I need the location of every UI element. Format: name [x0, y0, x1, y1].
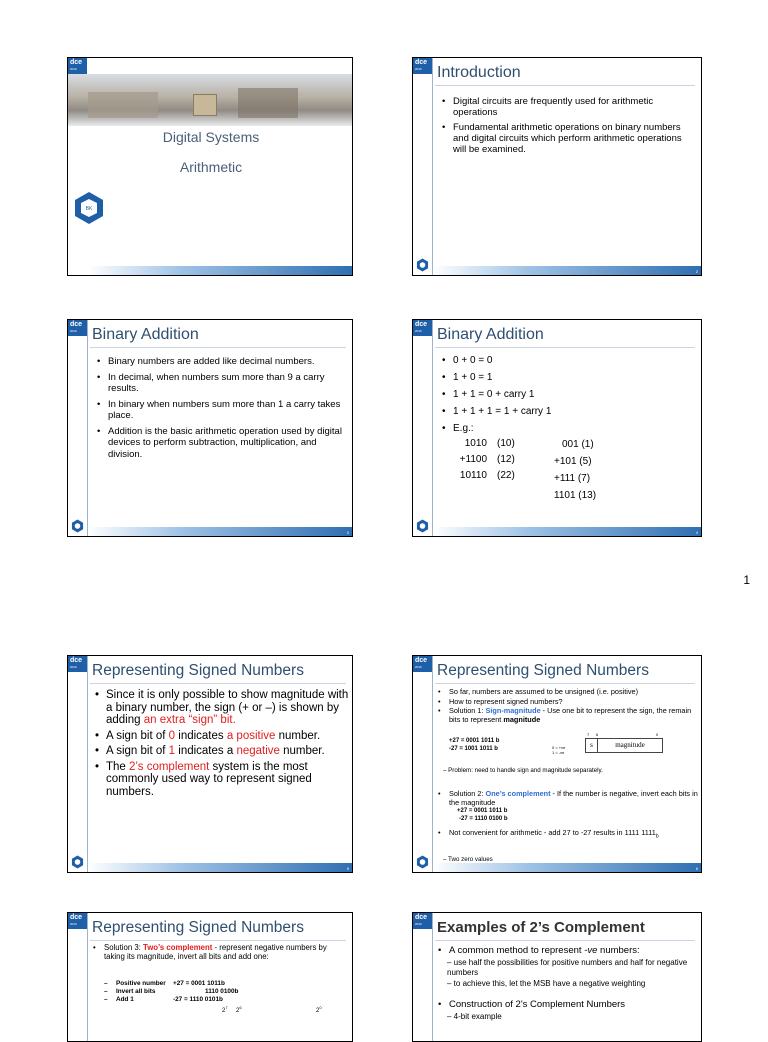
page-number: 6 — [695, 866, 698, 871]
university-logo — [73, 191, 105, 225]
dce-logo: dce 2010 — [413, 320, 432, 336]
banner-chip — [193, 94, 217, 116]
dce-logo: dce 2010 — [68, 656, 87, 672]
footer-bar — [433, 527, 701, 536]
sign-magnitude-box: s magnitude — [585, 738, 663, 753]
list-item: • Since it is only possible to show magnitude with a binary number, the sign (+ or –) is shown by adding an extra “sign” bit. — [92, 689, 350, 727]
sub-list: – use half the possibilities for positive numbers and half for negative numbers – to achieve this, let the MSB have a negative weighting — [447, 958, 688, 988]
bullet-list — [435, 688, 699, 724]
list-item: • 0 + 0 = 0 — [439, 355, 689, 367]
footer-bar — [88, 863, 352, 872]
list-item: • Solution 2: One’s complement - If the number is negative, invert each bits in the magnitude — [435, 790, 699, 807]
footer-bar — [88, 266, 352, 275]
slide-3 — [67, 319, 353, 537]
bullet-list — [92, 689, 350, 798]
slide-5 — [67, 655, 353, 873]
list-item: • Construction of 2's Complement Numbers — [435, 999, 697, 1010]
sidebar-line — [432, 320, 433, 536]
example-b: 001 (1) +101 (5) +111 (7) 1101 (13) — [554, 439, 597, 501]
dce-logo: dce 2010 — [413, 656, 432, 672]
sidebar-line — [87, 320, 88, 536]
problem-note: – Problem: need to handle sign and magnitude separately. — [443, 767, 603, 774]
list-item: • 1 + 0 = 1 — [439, 372, 689, 384]
slide-title: Binary Addition — [92, 326, 199, 343]
title-rule — [90, 683, 346, 684]
university-mini-logo — [71, 855, 84, 869]
title-rule — [435, 940, 695, 941]
slide-4 — [412, 319, 702, 537]
example-a-decimal: (10) (12) (22) — [497, 438, 515, 481]
list-item: • The 2’s complement system is the most commonly used way to represent signed numbers. — [92, 761, 350, 799]
bullet-list-3 — [435, 829, 699, 841]
title-rule — [90, 940, 346, 941]
sign-legend: 0 = +ve 1 = -ve — [552, 745, 566, 755]
university-mini-logo — [71, 519, 84, 533]
footer-bar — [433, 266, 701, 275]
ones-complement-example: +27 = 0001 1011 b -27 = 1110 0100 b — [457, 808, 508, 822]
list-item: • So far, numbers are assumed to be unsigned (i.e. positive) — [435, 688, 699, 697]
list-item: • Digital circuits are frequently used for arithmetic operations — [439, 96, 697, 118]
step-row: – Positive number +27 = 0001 1011b — [104, 980, 225, 987]
dce-logo: dce 2010 — [413, 913, 432, 929]
list-item: • E.g.: — [439, 423, 689, 435]
sidebar-line — [87, 913, 88, 1041]
bullet-list — [439, 96, 697, 155]
step-row: – Add 1 -27 = 1110 0101b — [104, 996, 223, 1003]
bullet-list-2 — [435, 790, 699, 807]
list-item: • Solution 1: Sign-magnitude - Use one bit to represent the sign, the remain bits to represent magnitude — [435, 707, 699, 724]
page-number: 2 — [695, 269, 698, 274]
list-item: • In decimal, when numbers sum more than 9 a carry results. — [94, 372, 342, 395]
two-zero-note: – Two zero values — [443, 856, 493, 863]
list-item: • How to represent signed numbers? — [435, 698, 699, 707]
bullet-list-2 — [435, 999, 697, 1010]
sidebar-line — [87, 656, 88, 872]
banner-building-left — [88, 92, 158, 118]
list-item: • In binary when numbers sum more than 1 a carry takes place. — [94, 399, 342, 422]
footer-bar — [433, 863, 701, 872]
list-item: • 1 + 1 = 0 + carry 1 — [439, 389, 689, 401]
dce-logo: dce 2010 — [68, 913, 87, 929]
sign-magnitude-example: +27 = 0001 1011 b -27 = 1001 1011 b — [449, 738, 500, 752]
dce-logo: dce 2010 — [413, 58, 432, 74]
document-page-number: 1 — [743, 573, 750, 587]
slide-1 — [67, 57, 353, 276]
svg-text:BK: BK — [85, 206, 93, 212]
slide-title-line1: Digital Systems — [162, 129, 260, 145]
sub-list-2: – 4-bit example — [447, 1012, 502, 1021]
slide-title: Examples of 2’s Complement — [437, 919, 645, 936]
list-item: • Binary numbers are added like decimal numbers. — [94, 356, 342, 368]
university-mini-logo — [416, 519, 429, 533]
slide-title-line2: Arithmetic — [179, 159, 243, 175]
list-item: • A sign bit of 0 indicates a positive number. — [92, 730, 350, 743]
title-rule — [435, 683, 695, 684]
slide-6: dce 2010 Representing Signed Numbers • So far, numbers are assumed to be unsigned (i.e. positive) • How to represent signed numbers? • Solution 1: Sign-magnitude - Use one bit to represent the sign, the remain bits to represent magnitude +27 = 0001 1011 b -27 = 1001 1011 b 0 = +ve 1 = -ve 7 6 0 s magnitude – Problem: need to handle sign and magnitude separately. • Solution 2: One’s complement - If the number is negative, invert each bits in the magnitude +27 = 0001 1011 b -27 = 1110 0100 b • Not convenient for arithmetic - add 27 to -27 results in 1111 $1111_b$ – Two zero values 6 — [412, 655, 702, 873]
sidebar-line — [432, 913, 433, 1041]
twos-complement-steps — [104, 980, 334, 1004]
dce-logo: dce 2010 — [68, 58, 87, 74]
list-item: • A common method to represent -ve numbers: — [435, 945, 697, 956]
sidebar-line — [432, 656, 433, 872]
bullet-list — [439, 355, 689, 435]
slide-title: Representing Signed Numbers — [92, 662, 304, 679]
list-item: • A sign bit of 1 indicates a negative number. — [92, 745, 350, 758]
slide-7: dce 2010 Representing Signed Numbers • Solution 3: Two’s complement - represent negative numbers by taking its magnitude, invert all bits and add one: – Positive number +27 = 0001 1011b – Invert all bits 1110 0100b – Add 1 -27 = 1110 0101b $2^7$ $2^6$ $2^0$ — [67, 912, 353, 1042]
footer-bar — [88, 527, 352, 536]
page-number: 3 — [346, 530, 349, 535]
list-item: • Fundamental arithmetic operations on binary numbers and digital circuits which perform arithmetic operations will be examined. — [439, 122, 697, 155]
title-rule — [435, 347, 695, 348]
slide-title: Introduction — [437, 64, 521, 81]
bullet-list — [94, 356, 342, 460]
banner-building-right — [238, 88, 298, 118]
slide-title: Binary Addition — [437, 326, 544, 343]
sidebar-line — [432, 58, 433, 275]
title-rule — [90, 347, 346, 348]
example-a-binary: 1010 +1100 10110 — [459, 438, 487, 481]
list-item: • Solution 3: Two’s complement - represent negative numbers by taking its magnitude, invert all bits and add one: — [90, 943, 346, 962]
page-number: 4 — [695, 530, 698, 535]
list-item: • Addition is the basic arithmetic operation used by digital devices to perform subtraction, multiplication, and division. — [94, 426, 342, 461]
bullet-list — [90, 943, 346, 962]
list-item: • 1 + 1 + 1 = 1 + carry 1 — [439, 406, 689, 418]
slide-2 — [412, 57, 702, 276]
page-number: 5 — [346, 866, 349, 871]
step-row: – Invert all bits 1110 0100b — [104, 988, 239, 995]
title-rule — [435, 85, 695, 86]
slide-title: Representing Signed Numbers — [92, 919, 304, 936]
list-item: • Not convenient for arithmetic - add 27 to -27 results in 1111 $1111_b$ — [435, 829, 699, 841]
slide-8 — [412, 912, 702, 1042]
university-mini-logo — [416, 258, 429, 272]
dce-logo: dce 2010 — [68, 320, 87, 336]
university-mini-logo — [416, 855, 429, 869]
bullet-list — [435, 945, 697, 956]
slide-title: Representing Signed Numbers — [437, 662, 649, 679]
